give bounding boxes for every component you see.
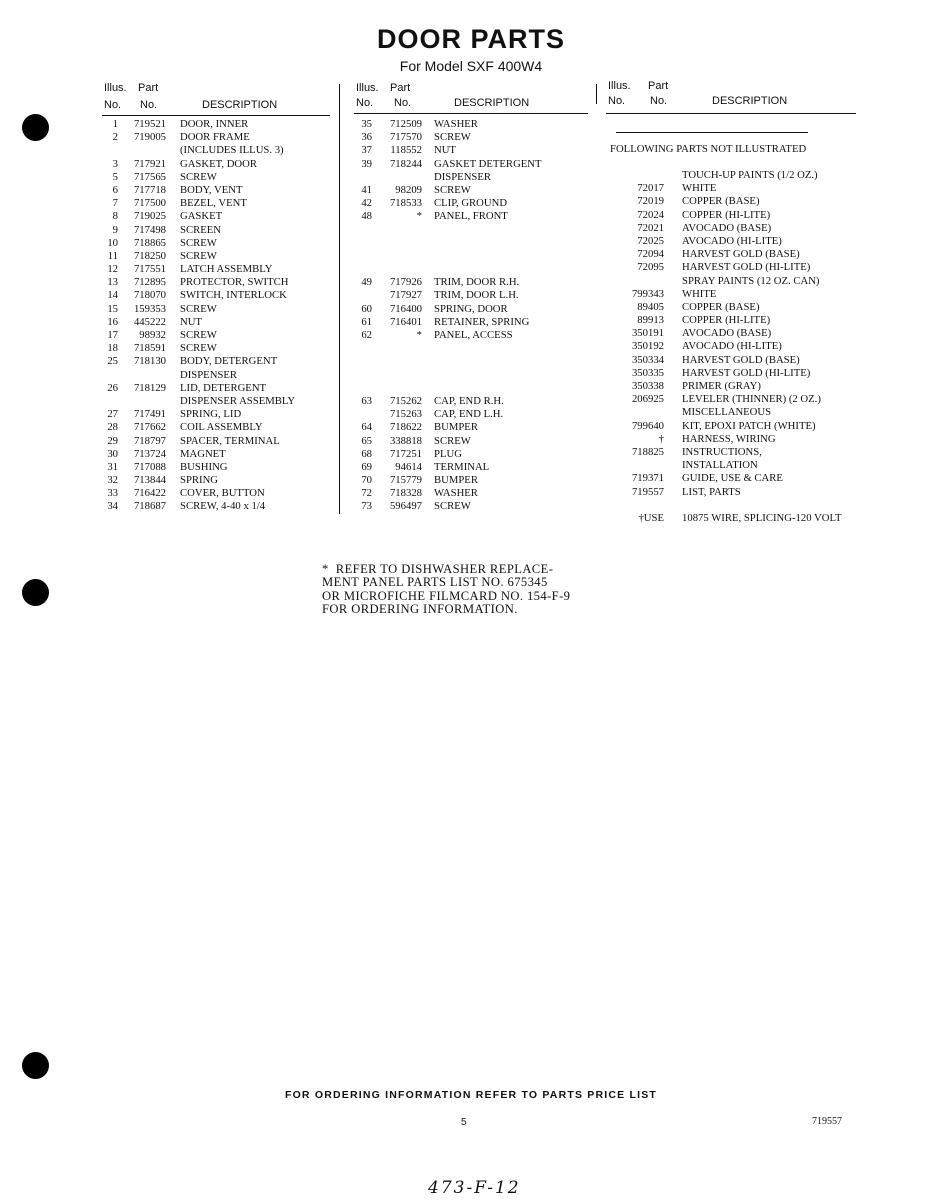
- part-description: WHITE: [682, 182, 717, 195]
- part-description: WHITE: [682, 287, 717, 300]
- part-number: 717565: [133, 170, 166, 183]
- part-number: 72017: [637, 182, 664, 195]
- part-number: 715262: [389, 394, 422, 407]
- part-number: 717926: [389, 276, 422, 289]
- part-description: LATCH ASSEMBLY: [180, 263, 273, 276]
- part-description: LID, DETERGENT: [180, 381, 267, 394]
- part-description: PANEL, FRONT: [434, 210, 508, 223]
- illus-number: 62: [361, 329, 372, 341]
- part-number: 718070: [133, 289, 166, 302]
- part-number: *: [416, 329, 422, 341]
- column-1-header: [102, 80, 330, 114]
- part-description: MAGNET: [180, 447, 226, 460]
- part-number: 712509: [389, 118, 422, 130]
- part-label: Part: [138, 82, 159, 94]
- part-description: (INCLUDES ILLUS. 3): [180, 144, 284, 157]
- part-number: †: [658, 432, 664, 445]
- part-description: HARNESS, WIRING: [682, 432, 776, 445]
- part-number: 596497: [389, 500, 422, 513]
- illus-number: 37: [361, 144, 372, 157]
- description-label: DESCRIPTION: [454, 97, 530, 109]
- part-number: 712895: [133, 276, 166, 289]
- description-label: DESCRIPTION: [202, 99, 278, 111]
- part-description: COPPER (BASE): [682, 300, 760, 313]
- part-description: NUT: [180, 315, 202, 328]
- part-description: TRIM, DOOR R.H.: [434, 276, 520, 289]
- part-description: NUT: [434, 144, 456, 157]
- part-description: SCREW: [434, 183, 471, 196]
- part-description: WASHER: [434, 487, 478, 500]
- punch-hole-bottom: [22, 1052, 49, 1079]
- part-description: BODY, DETERGENT: [180, 355, 278, 368]
- illus-number: 11: [107, 249, 118, 262]
- part-number: 445222: [133, 315, 166, 328]
- part-description: RETAINER, SPRING: [434, 315, 530, 328]
- part-number: 717921: [133, 157, 166, 170]
- part-description: SCREW: [434, 131, 471, 144]
- part-number: 719005: [133, 131, 166, 144]
- illus-number: 48: [361, 210, 372, 223]
- parts-column-1: [102, 80, 330, 513]
- part-number: 719025: [133, 210, 166, 223]
- illus-no-label: No.: [356, 97, 374, 109]
- part-number: 72019: [637, 195, 664, 208]
- illus-number: 2: [112, 131, 118, 144]
- part-number: 716400: [389, 302, 422, 315]
- page-number: 5: [461, 1117, 467, 1128]
- part-number: 713844: [133, 474, 166, 487]
- ordering-info: FOR ORDERING INFORMATION REFER TO PARTS PRICE LIST: [284, 1089, 658, 1101]
- section-rule: [616, 132, 808, 133]
- part-description: AVOCADO (BASE): [682, 221, 772, 234]
- column-2-header: [354, 80, 588, 114]
- part-number: 718797: [133, 434, 166, 447]
- illus-number: 35: [361, 118, 372, 130]
- part-number: 718825: [631, 445, 664, 458]
- part-number: 717088: [133, 460, 166, 473]
- illus-number: 25: [107, 355, 118, 368]
- part-description: COPPER (BASE): [682, 195, 760, 208]
- illus-number: 27: [107, 408, 118, 421]
- header-rule: [102, 115, 330, 116]
- part-number: *: [416, 210, 422, 223]
- part-description: PROTECTOR, SWITCH: [180, 276, 289, 289]
- illus-number: 13: [107, 276, 118, 289]
- part-description: LEVELER (THINNER) (2 OZ.): [682, 393, 821, 406]
- parts-column-2: [354, 80, 588, 513]
- part-number: 799640: [631, 419, 664, 432]
- punch-hole-middle: [22, 579, 49, 606]
- part-description: MISCELLANEOUS: [682, 406, 772, 419]
- illus-number: 36: [361, 131, 372, 144]
- part-number: 72024: [637, 208, 664, 221]
- part-description: COPPER (HI-LITE): [682, 208, 771, 221]
- part-description: BUSHING: [180, 460, 228, 473]
- part-description: SPRAY PAINTS (12 OZ. CAN): [682, 274, 820, 287]
- part-number: 718129: [133, 381, 166, 394]
- illus-number: 6: [112, 183, 118, 196]
- part-number: 718244: [389, 157, 422, 170]
- part-number: 718130: [133, 355, 166, 368]
- illus-number: 61: [361, 315, 372, 328]
- part-description: HARVEST GOLD (HI-LITE): [682, 261, 811, 274]
- part-number: 717491: [133, 408, 166, 421]
- part-number: 717251: [389, 447, 422, 460]
- part-number: 715779: [389, 474, 422, 487]
- part-number: 717500: [133, 197, 166, 210]
- illus-number: 73: [361, 500, 372, 513]
- illus-number: 10: [107, 236, 118, 249]
- part-description: SCREW: [180, 342, 217, 355]
- part-description: SCREW: [434, 434, 471, 447]
- illus-number: 8: [112, 210, 118, 223]
- part-description: KIT, EPOXI PATCH (WHITE): [682, 419, 816, 432]
- illus-number: 68: [361, 447, 372, 460]
- part-number: 350334: [631, 353, 664, 366]
- part-description: SCREW: [180, 236, 217, 249]
- part-description: BUMPER: [434, 474, 478, 487]
- part-description: AVOCADO (BASE): [682, 327, 772, 340]
- part-number: 206925: [631, 393, 664, 406]
- column-divider-right: [596, 84, 597, 104]
- illus-number: 60: [361, 302, 372, 315]
- illus-number: 18: [107, 342, 118, 355]
- part-description: CAP, END L.H.: [434, 408, 504, 421]
- illus-number: 72: [361, 487, 372, 500]
- part-number: 719557: [631, 485, 664, 498]
- illus-number: 42: [361, 197, 372, 210]
- illus-number: 64: [361, 421, 372, 434]
- parts-column-3: [606, 80, 856, 524]
- handwritten-note: 473-F-12: [428, 1178, 521, 1198]
- illus-label: Illus.: [104, 82, 127, 94]
- part-number: 350338: [631, 380, 664, 392]
- part-label: Part: [390, 82, 411, 94]
- part-description: SWITCH, INTERLOCK: [180, 289, 287, 302]
- part-description: HARVEST GOLD (BASE): [682, 353, 800, 366]
- illus-number: 69: [361, 460, 372, 473]
- part-number: 719371: [631, 472, 664, 485]
- header-rule: [606, 113, 856, 114]
- part-number: 718865: [133, 236, 166, 249]
- page-title: DOOR PARTS: [376, 24, 565, 54]
- part-description: SPACER, TERMINAL: [180, 434, 280, 447]
- part-description: SCREW, 4-40 x 1/4: [180, 500, 266, 513]
- illus-number: 33: [107, 487, 118, 500]
- part-number: 72095: [637, 261, 664, 274]
- part-description: CLIP, GROUND: [434, 197, 508, 210]
- part-number: 350192: [631, 340, 664, 353]
- illus-number: 14: [107, 289, 118, 302]
- part-description: SPRING: [180, 474, 219, 487]
- illus-number: 26: [107, 381, 118, 394]
- replacement-panel-note: * REFER TO DISHWASHER REPLACE- MENT PANEL PARTS LIST NO. 675345 OR MICROFICHE FILMCARD NO. 154-F-9 FOR ORDERING INFORMATION.: [322, 562, 571, 617]
- part-number: 718533: [389, 197, 422, 210]
- part-number: 718250: [133, 249, 166, 262]
- part-description: PRIMER (GRAY): [682, 380, 761, 392]
- part-description: AVOCADO (HI-LITE): [682, 340, 782, 353]
- description-label: DESCRIPTION: [712, 95, 788, 107]
- illus-number: 28: [107, 421, 118, 434]
- part-description: COPPER (HI-LITE): [682, 314, 771, 327]
- part-description: SCREW: [180, 249, 217, 262]
- part-number: 717551: [133, 263, 166, 276]
- part-description: TERMINAL: [434, 460, 490, 473]
- part-number: 717927: [389, 289, 422, 302]
- part-description: PANEL, ACCESS: [434, 329, 513, 341]
- illus-number: 70: [361, 474, 372, 487]
- part-description: LIST, PARTS: [682, 485, 741, 498]
- part-description: SCREW: [180, 170, 217, 183]
- part-description: BEZEL, VENT: [180, 197, 247, 210]
- illus-number: 49: [361, 276, 372, 289]
- part-number: 89913: [637, 314, 664, 327]
- part-description: COIL ASSEMBLY: [180, 421, 263, 434]
- part-description: DOOR, INNER: [180, 118, 249, 130]
- part-number: 716401: [389, 315, 422, 328]
- illus-number: 3: [112, 157, 118, 170]
- part-description: DISPENSER: [434, 170, 492, 183]
- part-description: 10875 WIRE, SPLICING-120 VOLT: [682, 511, 842, 524]
- part-number: 713724: [133, 447, 166, 460]
- part-description: SCREW: [180, 329, 217, 341]
- part-description: BODY, VENT: [180, 183, 243, 196]
- illus-no-label: No.: [608, 95, 626, 107]
- part-description: GASKET DETERGENT: [434, 157, 542, 170]
- part-description: GUIDE, USE & CARE: [682, 472, 783, 485]
- part-description: INSTALLATION: [682, 459, 758, 472]
- illus-label: Illus.: [356, 82, 379, 94]
- part-description: TRIM, DOOR L.H.: [434, 289, 519, 302]
- not-illustrated-heading: FOLLOWING PARTS NOT ILLUSTRATED: [610, 143, 807, 155]
- part-number: 717662: [133, 421, 166, 434]
- illus-number: 1: [112, 118, 118, 130]
- column-divider-left: [339, 84, 340, 514]
- part-description: SPRING, LID: [180, 408, 242, 421]
- illus-label: Illus.: [608, 80, 631, 92]
- part-number: 718591: [133, 342, 166, 355]
- illus-number: 30: [107, 447, 118, 460]
- part-number: 799343: [631, 287, 664, 300]
- illus-number: 17: [107, 329, 118, 341]
- illus-number: 32: [107, 474, 118, 487]
- illus-number: 9: [112, 223, 118, 236]
- part-description: PLUG: [434, 447, 462, 460]
- part-no-label: No.: [140, 99, 158, 111]
- part-no-label: No.: [650, 95, 668, 107]
- illus-no-label: No.: [104, 99, 122, 111]
- page-subtitle: For Model SXF 400W4: [399, 58, 543, 74]
- illus-number: 63: [361, 394, 372, 407]
- part-number: 350191: [631, 327, 664, 340]
- illus-number: 31: [107, 460, 118, 473]
- part-number: 159353: [133, 302, 166, 315]
- part-number: 89405: [637, 300, 664, 313]
- part-description: HARVEST GOLD (HI-LITE): [682, 366, 811, 379]
- part-number: 718622: [389, 421, 422, 434]
- illus-number: 34: [107, 500, 118, 513]
- part-number: 350335: [631, 366, 664, 379]
- part-label: Part: [648, 80, 669, 92]
- part-no-label: No.: [394, 97, 412, 109]
- header-rule: [354, 113, 588, 114]
- part-description: AVOCADO (HI-LITE): [682, 234, 782, 247]
- part-number: 94614: [395, 460, 422, 473]
- part-number: 717498: [133, 223, 166, 236]
- part-number: 718687: [133, 500, 166, 513]
- part-number: 72094: [637, 248, 664, 261]
- illus-number: 15: [107, 302, 118, 315]
- part-description: SCREW: [180, 302, 217, 315]
- part-number: †USE: [638, 511, 664, 524]
- illus-number: 65: [361, 434, 372, 447]
- part-description: BUMPER: [434, 421, 478, 434]
- part-number: 72021: [637, 221, 664, 234]
- part-number: 98932: [139, 329, 166, 341]
- column-3-header: [606, 80, 856, 114]
- part-description: INSTRUCTIONS,: [682, 445, 762, 458]
- part-description: HARVEST GOLD (BASE): [682, 248, 800, 261]
- part-number: 98209: [395, 183, 422, 196]
- illus-number: 5: [112, 170, 118, 183]
- part-number: 72025: [637, 234, 664, 247]
- part-description: SCREW: [434, 500, 471, 513]
- part-description: COVER, BUTTON: [180, 487, 265, 500]
- part-description: SCREEN: [180, 223, 221, 236]
- illus-number: 29: [107, 434, 118, 447]
- part-description: DOOR FRAME: [180, 131, 250, 144]
- illus-number: 7: [112, 197, 118, 210]
- punch-hole-top: [22, 114, 49, 141]
- illus-number: 12: [107, 263, 118, 276]
- part-description: TOUCH-UP PAINTS (1/2 OZ.): [682, 169, 818, 181]
- part-number: 719521: [133, 118, 166, 130]
- part-number: 118552: [390, 144, 422, 157]
- part-description: GASKET: [180, 210, 223, 223]
- part-description: CAP, END R.H.: [434, 394, 504, 407]
- illus-number: 39: [361, 157, 372, 170]
- part-description: WASHER: [434, 118, 478, 130]
- part-number: 716422: [133, 487, 166, 500]
- illus-number: 41: [361, 183, 372, 196]
- illus-number: 16: [107, 315, 118, 328]
- part-description: SPRING, DOOR: [434, 302, 508, 315]
- part-number: 717570: [389, 131, 422, 144]
- part-description: GASKET, DOOR: [180, 157, 257, 170]
- part-number: 715263: [389, 408, 422, 421]
- part-number: 718328: [389, 487, 422, 500]
- document-number: 719557: [812, 1116, 842, 1127]
- part-number: 717718: [133, 183, 166, 196]
- part-description: DISPENSER: [180, 368, 238, 381]
- part-description: DISPENSER ASSEMBLY: [180, 394, 296, 407]
- part-number: 338818: [389, 434, 422, 447]
